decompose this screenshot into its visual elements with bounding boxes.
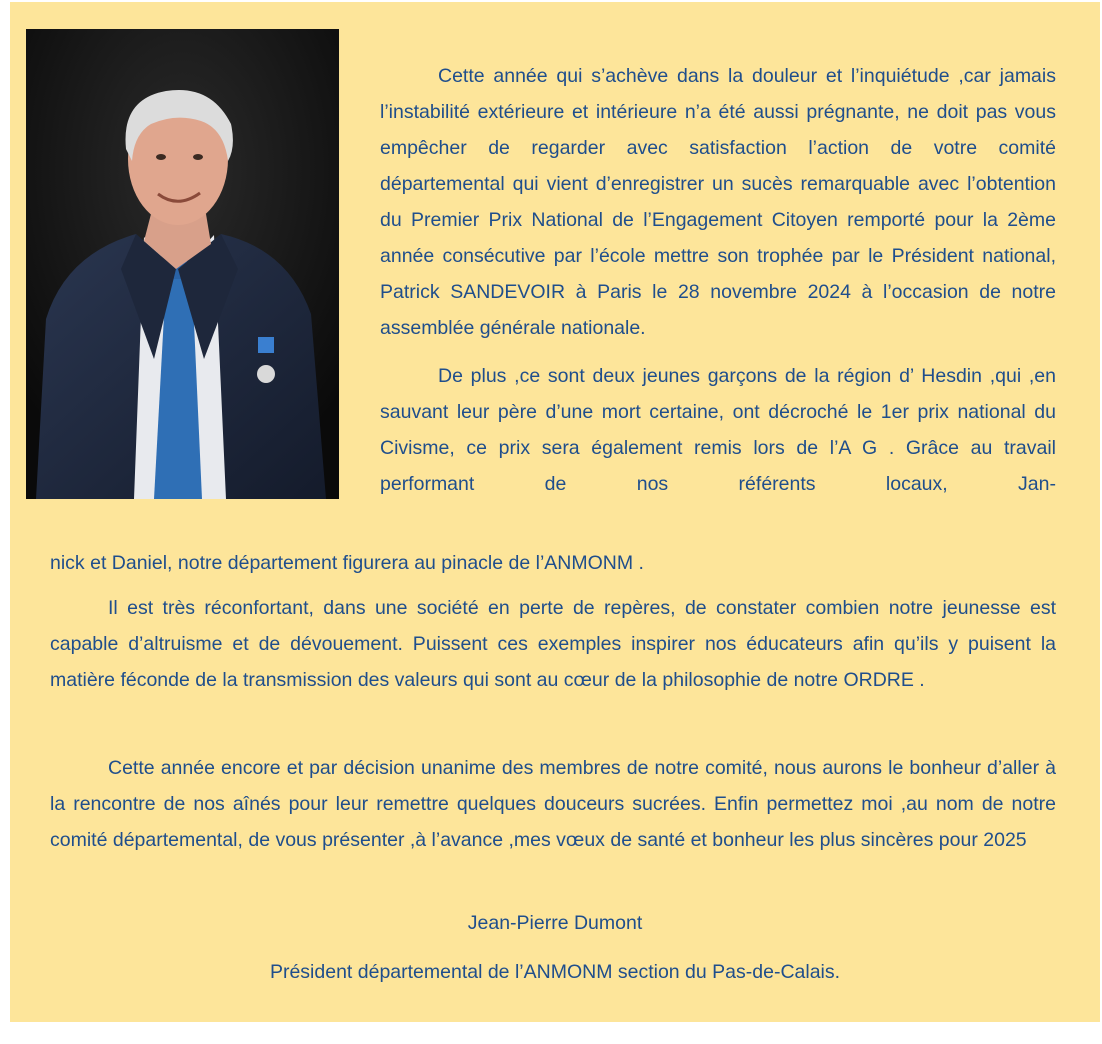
paragraph-3: Il est très réconfortant, dans une société en perte de repères, de constater combien notre jeunesse est capable d’altruisme et de dévouement. Puissent ces exemples inspirer nos éducateurs afin qu’ils y puisent la matière féconde de la transmission des valeurs qui sont au cœur de la philosophie de notre ORDRE . bbox=[50, 597, 1056, 691]
paragraph-4: Cette année encore et par décision unanime des membres de notre comité, nous aurons le bonheur d’aller à la rencontre de nos aînés pour leur remettre quelques douceurs sucrées. Enfin permettez moi ,au nom de notre comité départemental, de vous présenter ,à l’avance ,mes vœux de santé et bonheur les plus sincères pour 2025 bbox=[50, 757, 1056, 851]
paragraph-2-part-2: nick et Daniel, notre département figurera au pinacle de l’ANMONM . bbox=[50, 552, 644, 574]
letter-intro-block bbox=[380, 58, 1056, 502]
portrait-photo bbox=[26, 29, 339, 499]
paragraph-2-part-1: De plus ,ce sont deux jeunes garçons de la région d’ Hesdin ,qui ,en sauvant leur père d’une mort certaine, ont décroché le 1er prix national du Civisme, ce prix sera également remis lors de l’A G . Grâce au travail performant de nos référents locaux, Jan- bbox=[380, 365, 1056, 495]
signature-name: Jean-Pierre Dumont bbox=[467, 912, 643, 934]
paragraph-1: Cette année qui s’achève dans la douleur et l’inquiétude ,car jamais l’instabilité extérieure et intérieure n’a été aussi prégnante, ne doit pas vous empêcher de regarder avec satisfaction l’action de votre comité départemental qui vient d’enregistrer un sucès remarquable avec l’obtention du Premier Prix National de l’Engagement Citoyen remporté pour la 2ème année consécutive par l’école mettre son trophée par le Président national, Patrick SANDEVOIR à Paris le 28 novembre 2024 à l’occasion de notre assemblée générale nationale. bbox=[380, 65, 1056, 339]
portrait-icon bbox=[26, 29, 339, 499]
signature-title: Président départemental de l’ANMONM section du Pas-de-Calais. bbox=[269, 961, 841, 983]
